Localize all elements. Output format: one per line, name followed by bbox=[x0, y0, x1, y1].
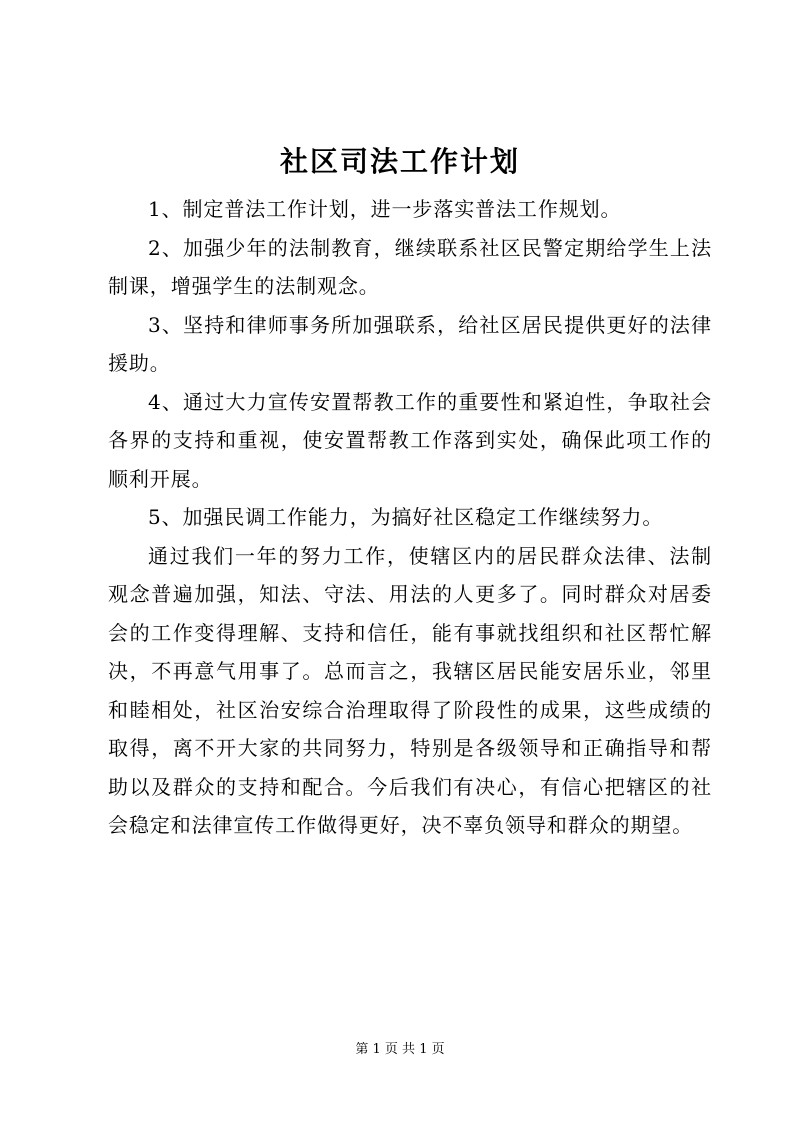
document-body bbox=[108, 190, 712, 845]
paragraph-summary: 通过我们一年的努力工作，使辖区内的居民群众法律、法制观念普遍加强，知法、守法、用法的人更多了。同时群众对居委会的工作变得理解、支持和信任，能有事就找组织和社区帮忙解决，不再意气用事了。总而言之，我辖区居民能安居乐业，邻里和睦相处，社区治安综合治理取得了阶段性的成果，这些成绩的取得，离不开大家的共同努力，特别是各级领导和正确指导和帮助以及群众的支持和配合。今后我们有决心，有信心把辖区的社会稳定和法律宣传工作做得更好，决不辜负领导和群众的期望。 bbox=[108, 543, 712, 837]
page-footer: 第 1 页 共 1 页 bbox=[355, 1042, 445, 1057]
paragraph-item-2: 2、加强少年的法制教育，继续联系社区民警定期给学生上法制课，增强学生的法制观念。 bbox=[108, 235, 712, 298]
document-title: 社区司法工作计划 bbox=[279, 145, 520, 178]
paragraph-item-3: 3、坚持和律师事务所加强联系，给社区居民提供更好的法律援助。 bbox=[108, 312, 712, 375]
paragraph-item-1: 1、制定普法工作计划，进一步落实普法工作规划。 bbox=[148, 197, 622, 221]
paragraph-item-5: 5、加强民调工作能力，为搞好社区稳定工作继续努力。 bbox=[148, 505, 664, 529]
paragraph-item-4: 4、通过大力宣传安置帮教工作的重要性和紧迫性，争取社会各界的支持和重视，使安置帮教工作落到实处，确保此项工作的顺利开展。 bbox=[108, 389, 712, 491]
